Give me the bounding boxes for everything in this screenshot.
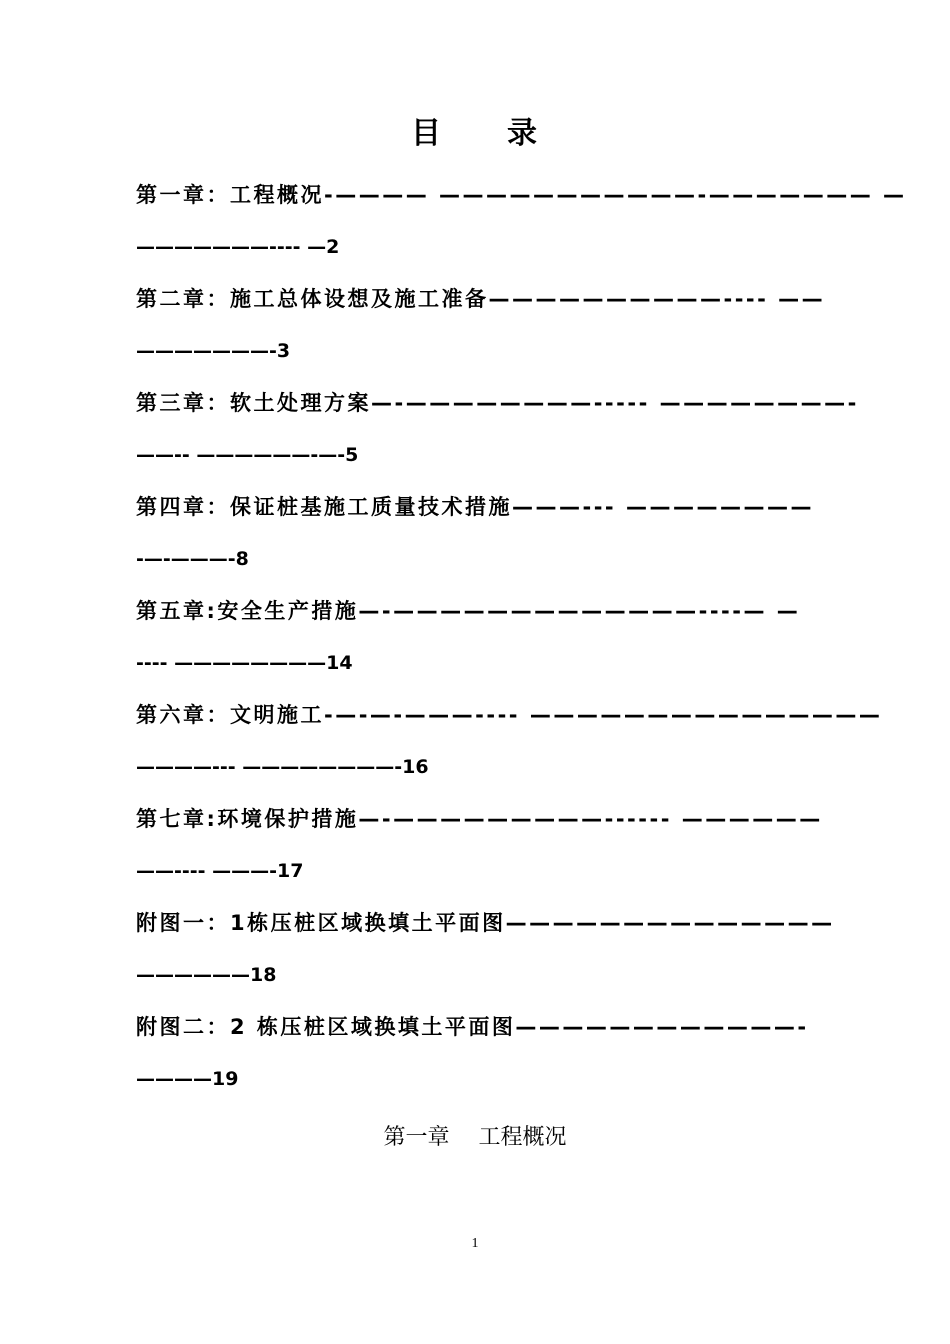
- toc-entry-leader-page: ---- ————————14: [136, 652, 353, 674]
- page-number: 1: [471, 1236, 479, 1251]
- toc-entry-appendix-1[interactable]: [136, 906, 835, 1010]
- toc-entry-leader-page: ————19: [136, 1068, 239, 1090]
- toc-entry-leader-page: ———————---- —2: [136, 236, 340, 258]
- toc-entry-chapter-5[interactable]: [136, 594, 816, 698]
- toc-entry-leader-page: ——-- ——————-—-5: [136, 444, 359, 466]
- toc-entry-chapter-3[interactable]: [136, 386, 859, 490]
- toc-entry-leader-page: ————--- ————————-16: [136, 756, 429, 778]
- toc-entry-chapter-7[interactable]: [136, 802, 823, 906]
- toc-entry-chapter-6[interactable]: [136, 698, 883, 802]
- toc-entry-leader-page: ——————18: [136, 964, 277, 986]
- toc-entry-chapter-2[interactable]: [136, 282, 826, 386]
- toc-title: 目 录: [411, 116, 539, 151]
- toc-entry-leader-page: ———————-3: [136, 340, 291, 362]
- toc-entry-title: 第七章:环境保护措施—-—————————------ ——————: [136, 807, 823, 831]
- toc-entry-title: 第二章：施工总体设想及施工准备——————————---- ——: [136, 287, 826, 311]
- toc-entry-title: 第三章：软土处理方案—-————————----- ————————-: [136, 391, 859, 415]
- toc-entry-title: 第一章：工程概况-———— ———————————-——————— —: [136, 183, 907, 207]
- toc-entry-chapter-1[interactable]: [136, 178, 907, 282]
- toc-entry-title: 附图二：2 栋压桩区域换填土平面图————————————-: [136, 1015, 809, 1039]
- toc-entry-chapter-4[interactable]: [136, 490, 816, 594]
- toc-entry-title: 附图一：1栋压桩区域换填土平面图——————————————: [136, 911, 835, 935]
- toc-entry-title: 第四章：保证桩基施工质量技术措施———--- ————————: [136, 495, 814, 519]
- toc-list: [136, 178, 907, 1114]
- toc-entry-leader-page: ——---- ———-17: [136, 860, 304, 882]
- toc-entry-leader-page: -—-———-8: [136, 548, 249, 570]
- toc-entry-title: 第六章：文明施工-—-—-———---- ———————————————: [136, 703, 883, 727]
- toc-entry-appendix-2[interactable]: [136, 1010, 816, 1114]
- chapter-heading: 第一章 工程概况: [383, 1125, 567, 1150]
- toc-entry-title: 第五章:安全生产措施—-—————————————----— —: [136, 599, 801, 623]
